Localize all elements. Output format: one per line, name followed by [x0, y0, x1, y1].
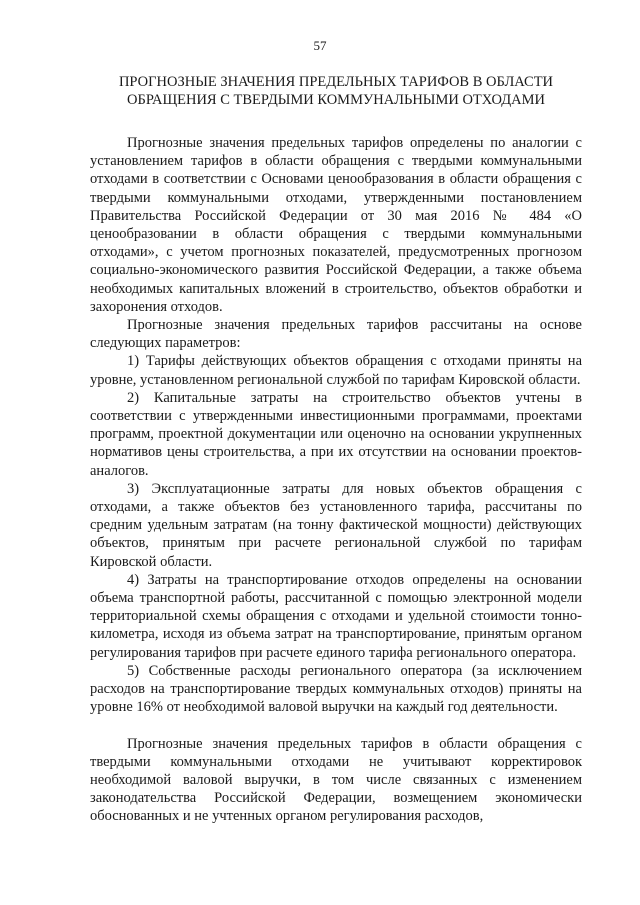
paragraph-intro: Прогнозные значения предельных тарифов определены по аналогии с установлением тарифов в области обращения с твердыми коммунальными отходами в соответствии с Основами ценообразования в области обращения с твердыми коммунальными отходами, утвержденными постановлением Правительства Российской Федерации от 30 мая 2016 № 484 «О ценообразовании в области обращения с твердыми коммунальными отходами», с учетом прогнозных показателей, предусмотренных прогнозом социально-экономического развития Российской Федерации, а также объема необходимых капитальных вложений в строительство, объектов обработки и захоронения отходов.: [90, 135, 582, 315]
document-body: [90, 134, 582, 826]
section-title: [90, 73, 582, 109]
list-item-2: 2) Капитальные затраты на строительство объектов учтены в соответствии с утвержденными инвестиционными программами, проектами программ, проектной документации или оценочно на основании укрупненных нормативов цены строительства, а при их отсутствии на основании проектов-аналогов.: [90, 389, 582, 479]
paragraph-parameters-lead: Прогнозные значения предельных тарифов рассчитаны на основе следующих параметров:: [90, 317, 582, 352]
list-item-3: 3) Эксплуатационные затраты для новых объектов обращения с отходами, а также объектов без установленного тарифа, рассчитаны по средним удельным затратам (на тонну фактической мощности) действующих объектов, принятым при расчете региональной службой по тарифам Кировской области.: [90, 480, 582, 570]
section-title-line: ОБРАЩЕНИЯ С ТВЕРДЫМИ КОММУНАЛЬНЫМИ ОТХОДАМИ: [127, 92, 545, 108]
page-number: 57: [313, 38, 327, 53]
list-item-1: 1) Тарифы действующих объектов обращения с отходами приняты на уровне, установленном региональной службой по тарифам Кировской области.: [90, 353, 582, 388]
list-item-5: 5) Собственные расходы регионального оператора (за исключением расходов на транспортирование твердых коммунальных отходов) приняты на уровне 16% от необходимой валовой выручки на каждый год деятельности.: [90, 662, 582, 716]
list-item-4: 4) Затраты на транспортирование отходов определены на основании объема транспортной работы, рассчитанной с помощью электронной модели территориальной схемы обращения с отходами и удельной стоимости тонно-километра, исходя из объема затрат на транспортирование, принятым органом регулирования тарифов при расчете единого тарифа регионального оператора.: [90, 571, 582, 661]
section-title-line: ПРОГНОЗНЫЕ ЗНАЧЕНИЯ ПРЕДЕЛЬНЫХ ТАРИФОВ В ОБЛАСТИ: [118, 74, 554, 90]
paragraph-closing: Прогнозные значения предельных тарифов в области обращения с твердыми коммунальными отходами не учитывают корректировок необходимой валовой выручки, в том числе связанных с изменением законодательства Российской Федерации, возмещением экономически обоснованных и не учтенных органом регулирования расходов,: [90, 735, 582, 825]
